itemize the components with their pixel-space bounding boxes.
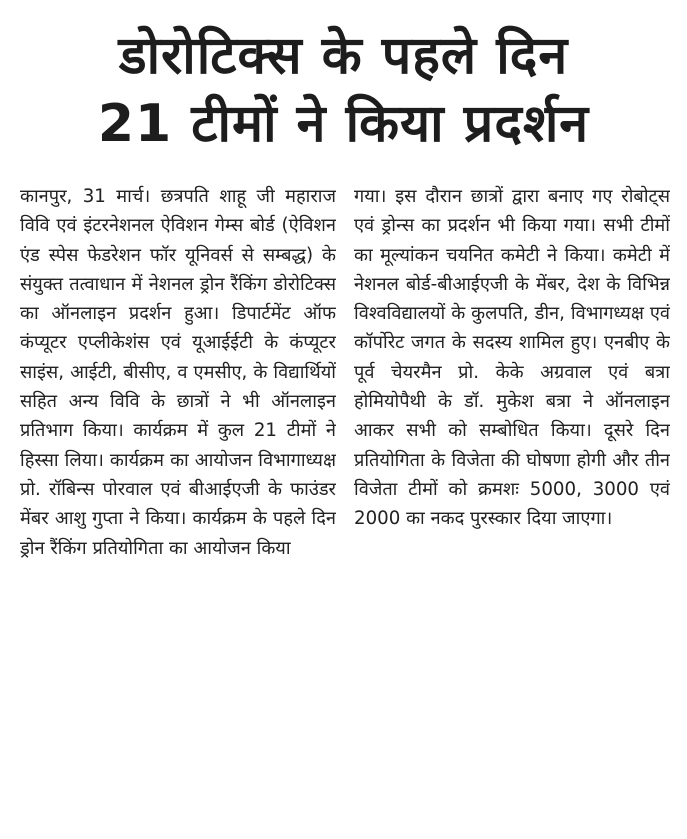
- article-column-2: [354, 182, 670, 822]
- column-2-text: गया। इस दौरान छात्रों द्वारा बनाए गए रोबोट्स एवं ड्रोन्स का प्रदर्शन भी किया गया। सभी टीमों का मूल्यांकन चयनित कमेटी ने किया। कमेटी में नेशनल बोर्ड-बीआईएजी के मेंबर, देश के विभिन्न विश्वविद्यालयों के कुलपति, डीन, विभागध्यक्ष एवं कॉर्पोरेट जगत के सदस्य शामिल हुए। एनबीए के पूर्व चेयरमैन प्रो. केके अग्रवाल एवं बत्रा होमियोपैथी के डॉ. मुकेश बत्रा ने ऑनलाइन आकर सभी को सम्बोधित किया। दूसरे दिन प्रतियोगिता के विजेता की घोषणा होगी और तीन विजेता टीमों को क्रमशः 5000, 3000 एवं 2000 का नकद पुरस्कार दिया जाएगा।: [354, 186, 670, 530]
- headline-line-2: 21 टीमों ने किया प्रदर्शन: [97, 94, 590, 154]
- article-headline: [0, 22, 687, 158]
- article-body: [20, 182, 670, 822]
- headline-line-1: डोरोटिक्स के पहले दिन: [118, 26, 569, 86]
- column-1-text: कानपुर, 31 मार्च। छत्रपति शाहू जी महाराज विवि एवं इंटरनेशनल ऐविशन गेम्स बोर्ड (ऐविशन एंड स्पेस फेडरेशन फॉर यूनिवर्स से सम्बद्ध) के संयुक्त तत्वाधान में नेशनल ड्रोन रैंकिंग डोरोटिक्स का ऑनलाइन प्रदर्शन हुआ। डिपार्टमेंट ऑफ कंप्यूटर एप्लीकेशंस एवं यूआईईटी के कंप्यूटर साइंस, आईटी, बीसीए, व एमसीए, के विद्यार्थियों सहित अन्य विवि के छात्रों ने भी ऑनलाइन प्रतिभाग किया। कार्यक्रम में कुल 21 टीमों ने हिस्सा लिया। कार्यक्रम का आयोजन विभागाध्यक्ष प्रो. रॉबिन्स पोरवाल एवं बीआईएजी के फाउंडर मेंबर आशु गुप्ता ने किया। कार्यक्रम के पहले दिन ड्रोन रैंकिंग प्रतियोगिता का आयोजन किया: [20, 186, 336, 559]
- article-column-1: [20, 182, 336, 822]
